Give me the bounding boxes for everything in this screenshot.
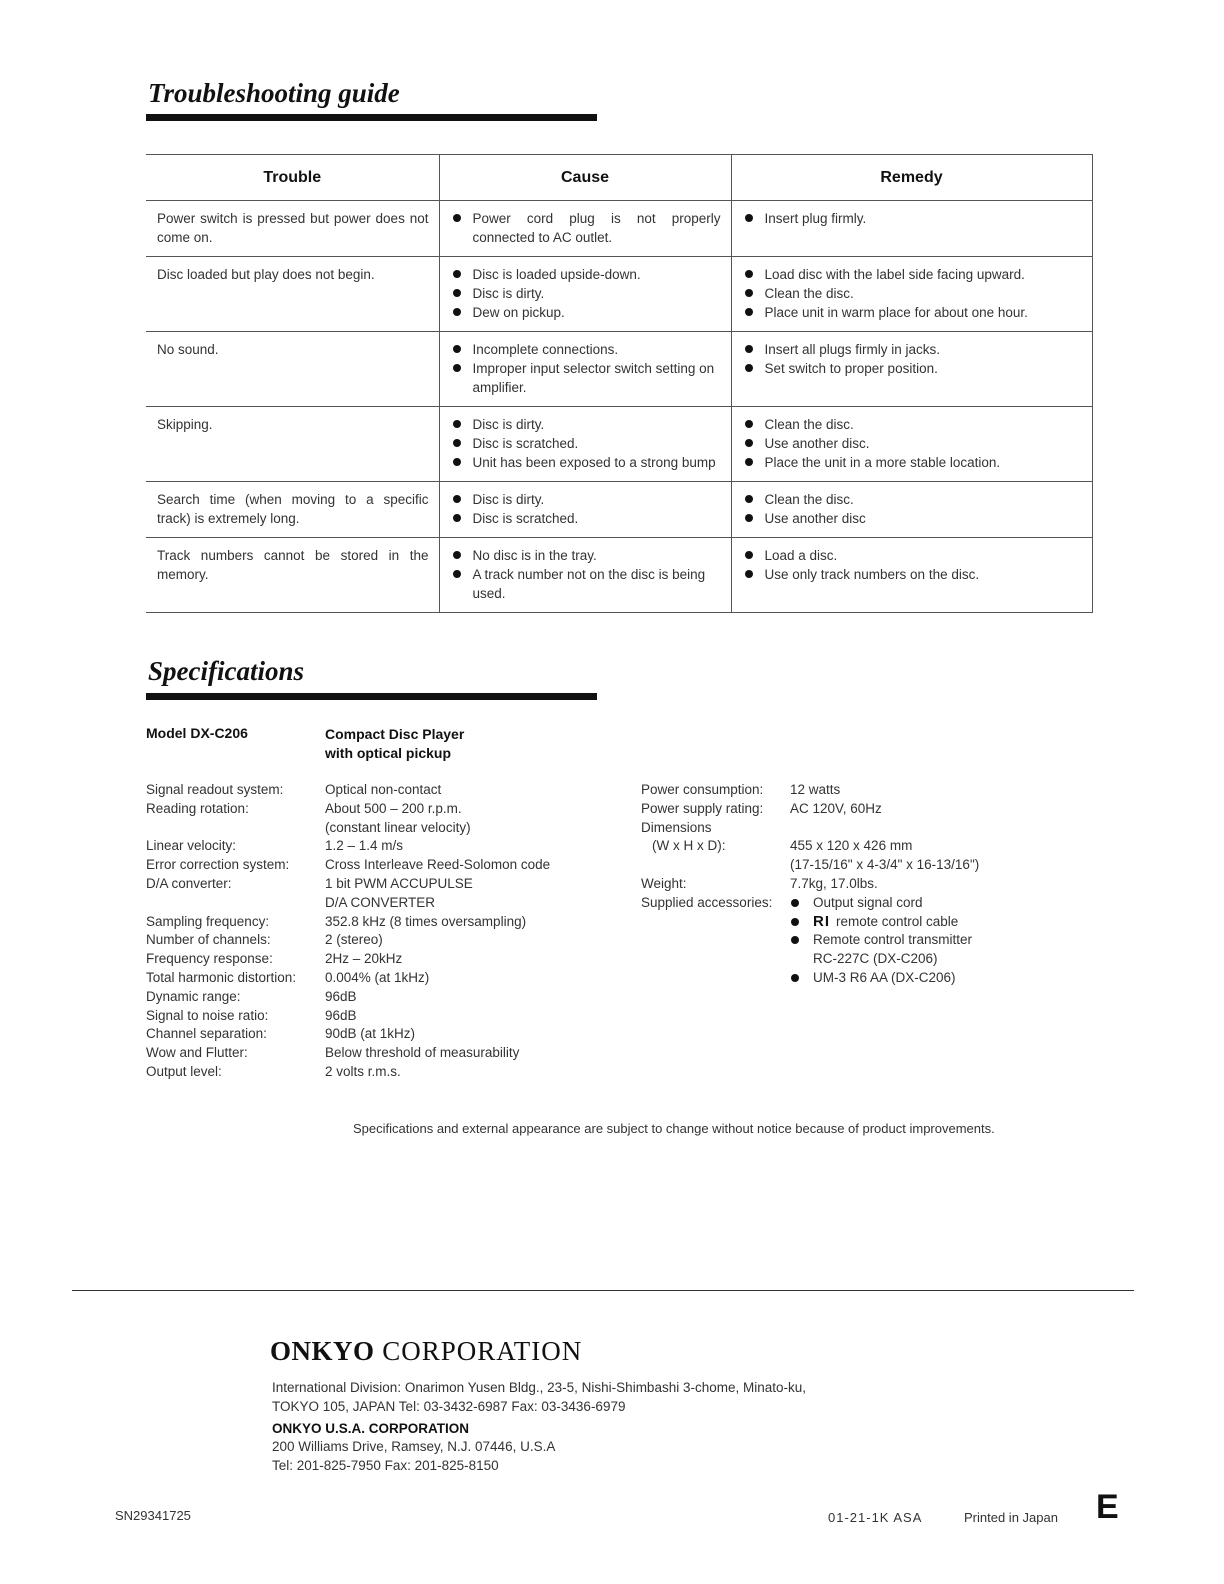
spec-label: Total harmonic distortion: (146, 969, 297, 985)
specifications-note: Specifications and external appearance are subject to change without notice because of product improvements. (353, 1121, 995, 1136)
remedy-item: Clean the disc. (743, 490, 1082, 509)
remedy-cell (731, 407, 1092, 482)
cause-cell (439, 332, 731, 407)
model-desc-line: with optical pickup (325, 745, 452, 761)
trouble-cell: Power switch is pressed but power does not come on. (146, 201, 439, 257)
spec-label: Supplied accessories: (641, 894, 773, 910)
table-row (146, 332, 1092, 407)
remedy-item: Use another disc (743, 509, 1082, 528)
address-line: Tel: 201-825-7950 Fax: 201-825-8150 (272, 1458, 499, 1474)
spec-value: Below threshold of measurability (325, 1045, 520, 1061)
spec-label: Output level: (146, 1063, 222, 1079)
spec-value-line: About 500 – 200 r.p.m. (325, 800, 462, 816)
remedy-cell (731, 201, 1092, 257)
troubleshooting-title: Troubleshooting guide (148, 78, 400, 108)
spec-value-line: (17-15/16" x 4-3/4" x 16-13/16") (790, 857, 980, 873)
accessory-text: remote control cable (836, 913, 959, 929)
spec-value: 352.8 kHz (8 times oversampling) (325, 913, 527, 929)
specifications-title: Specifications (148, 656, 304, 686)
spec-row (146, 875, 550, 913)
spec-label: Signal readout system: (146, 782, 284, 797)
spec-value: Cross Interleave Reed-Solomon code (325, 857, 551, 873)
header-trouble: Trouble (146, 155, 439, 201)
corporation-address (272, 1379, 806, 1476)
table-row (146, 407, 1092, 482)
spec-row (146, 913, 550, 932)
spec-row (146, 969, 550, 988)
accessory-text: RC-227C (DX-C206) (813, 951, 938, 967)
trouble-cell: Skipping. (146, 407, 439, 482)
document-code: SN29341725 (115, 1508, 191, 1523)
brand-logo: ONKYO (270, 1336, 375, 1366)
spec-value-line: (constant linear velocity) (325, 819, 471, 835)
corporation-suffix: CORPORATION (382, 1336, 583, 1366)
spec-label: Wow and Flutter: (146, 1045, 248, 1061)
model-description (325, 725, 525, 763)
model-desc-line: Compact Disc Player (325, 726, 465, 742)
trouble-cell: Disc loaded but play does not begin. (146, 257, 439, 332)
spec-row (146, 950, 550, 969)
spec-row (641, 819, 979, 838)
spec-value (790, 837, 979, 875)
cause-item: Disc is dirty. (451, 415, 721, 434)
spec-label: Reading rotation: (146, 800, 249, 816)
spec-row (146, 1044, 550, 1063)
spec-label: Weight: (641, 875, 687, 891)
table-row (146, 201, 1092, 257)
cause-item: Disc is scratched. (451, 509, 721, 528)
spec-label: Error correction system: (146, 857, 290, 873)
spec-label: (W x H x D): (652, 838, 726, 854)
remedy-item: Load a disc. (743, 546, 1082, 565)
spec-label: Signal to noise ratio: (146, 1007, 269, 1023)
spec-row (641, 781, 979, 800)
spec-value: 90dB (at 1kHz) (325, 1026, 416, 1042)
spec-row (146, 1007, 550, 1026)
spec-value-line: D/A CONVERTER (325, 894, 436, 910)
cause-item: Disc is dirty. (451, 284, 721, 303)
spec-value: 0.004% (at 1kHz) (325, 969, 430, 985)
remedy-cell (731, 332, 1092, 407)
spec-row (146, 1025, 550, 1044)
usa-corp-name: ONKYO U.S.A. CORPORATION (272, 1420, 470, 1436)
address-line: TOKYO 105, JAPAN Tel: 03-3432-6987 Fax: 03-3436-6979 (272, 1398, 626, 1414)
bullet-icon (791, 899, 799, 907)
remedy-item: Insert all plugs firmly in jacks. (743, 340, 1082, 359)
corporation-name (270, 1336, 582, 1367)
remedy-cell (731, 257, 1092, 332)
batch-code: 01-21-1K ASA (828, 1510, 923, 1525)
address-line: 200 Williams Drive, Ramsey, N.J. 07446, U.S.A (272, 1439, 556, 1455)
trouble-cell: No sound. (146, 332, 439, 407)
spec-label: D/A converter: (146, 875, 232, 891)
spec-value: 2 volts r.m.s. (325, 1063, 401, 1079)
spec-label: Sampling frequency: (146, 913, 270, 929)
spec-row (146, 800, 550, 838)
spec-label: Power supply rating: (641, 800, 764, 816)
remedy-item: Place the unit in a more stable location. (743, 453, 1082, 472)
spec-row (641, 875, 979, 894)
spec-value: 96dB (325, 988, 357, 1004)
spec-label: Frequency response: (146, 951, 273, 967)
spec-value: 1.2 – 1.4 m/s (325, 838, 404, 854)
remedy-item: Insert plug firmly. (743, 209, 1082, 228)
accessory-text: Remote control transmitter (813, 932, 973, 948)
spec-row (146, 856, 550, 875)
cause-cell (439, 201, 731, 257)
remedy-item: Clean the disc. (743, 284, 1082, 303)
bullet-icon (791, 918, 799, 926)
accessory-item (813, 913, 972, 932)
spec-label: Linear velocity: (146, 838, 237, 854)
remedy-item: Clean the disc. (743, 415, 1082, 434)
spec-value (325, 875, 473, 913)
cause-cell (439, 407, 731, 482)
remedy-item: Load disc with the label side facing upward. (743, 265, 1082, 284)
spec-row (641, 837, 979, 875)
table-row (146, 538, 1092, 613)
bullet-icon (791, 974, 799, 982)
header-cause: Cause (439, 155, 731, 201)
remedy-item: Use another disc. (743, 434, 1082, 453)
address-line: International Division: Onarimon Yusen Bldg., 23-5, Nishi-Shimbashi 3-chome, Minato-ku, (272, 1380, 807, 1395)
model-label: Model DX-C206 (146, 725, 248, 741)
cause-item: Improper input selector switch setting on amplifier. (451, 359, 721, 397)
spec-row (146, 837, 550, 856)
spec-label: Number of channels: (146, 932, 271, 948)
spec-label: Dynamic range: (146, 988, 241, 1004)
cause-item: Disc is dirty. (451, 490, 721, 509)
spec-value: 2Hz – 20kHz (325, 951, 403, 967)
accessory-text: Output signal cord (813, 894, 923, 910)
accessories-list (813, 894, 972, 988)
table-row (146, 257, 1092, 332)
cause-item: Disc is scratched. (451, 434, 721, 453)
accessory-item (813, 894, 972, 913)
remedy-cell (731, 538, 1092, 613)
spec-value-line: 455 x 120 x 426 mm (790, 838, 913, 854)
spec-list-right (641, 781, 979, 988)
spec-list-left (146, 781, 550, 1082)
trouble-cell: Track numbers cannot be stored in the memory. (146, 538, 439, 613)
spec-value-line: 1 bit PWM ACCUPULSE (325, 875, 473, 891)
cause-item: A track number not on the disc is being used. (451, 565, 721, 603)
remedy-item: Use only track numbers on the disc. (743, 565, 1082, 584)
language-mark: E (1096, 1488, 1119, 1526)
accessory-item (813, 969, 972, 988)
spec-value: AC 120V, 60Hz (790, 800, 882, 816)
accessory-text: UM-3 R6 AA (DX-C206) (813, 969, 956, 985)
spec-label: Channel separation: (146, 1026, 267, 1042)
title-underline-bar (146, 693, 597, 700)
accessory-item-continued (813, 950, 972, 969)
spec-label: Power consumption: (641, 782, 764, 797)
remedy-item: Set switch to proper position. (743, 359, 1082, 378)
spec-row (146, 931, 550, 950)
trouble-cell: Search time (when moving to a specific track) is extremely long. (146, 482, 439, 538)
title-underline-bar (146, 114, 597, 121)
spec-row (641, 800, 979, 819)
cause-item: Power cord plug is not properly connected to AC outlet. (451, 209, 721, 247)
spec-label: Dimensions (641, 819, 712, 835)
printed-in: Printed in Japan (964, 1510, 1058, 1525)
cause-cell (439, 257, 731, 332)
cause-item: Disc is loaded upside-down. (451, 265, 721, 284)
spec-value: 12 watts (790, 782, 841, 797)
cause-item: Unit has been exposed to a strong bump (451, 453, 721, 472)
spec-value (325, 800, 471, 838)
cause-cell (439, 538, 731, 613)
spec-row (146, 781, 550, 800)
footer-divider (72, 1290, 1134, 1291)
spec-value: 96dB (325, 1007, 357, 1023)
ri-logo-icon: RI (813, 912, 830, 930)
table-row (146, 482, 1092, 538)
accessory-item (813, 931, 972, 950)
cause-item: No disc is in the tray. (451, 546, 721, 565)
header-remedy: Remedy (731, 155, 1092, 201)
troubleshooting-table (146, 154, 1093, 613)
table-header-row (146, 155, 1092, 201)
spec-row (146, 988, 550, 1007)
spec-value: 7.7kg, 17.0lbs. (790, 875, 878, 891)
spec-row (146, 1063, 550, 1082)
spec-row (641, 894, 979, 988)
spec-value: 2 (stereo) (325, 932, 383, 948)
cause-item: Incomplete connections. (451, 340, 721, 359)
spec-value: Optical non-contact (325, 782, 442, 797)
cause-item: Dew on pickup. (451, 303, 721, 322)
cause-cell (439, 482, 731, 538)
remedy-item: Place unit in warm place for about one hour. (743, 303, 1082, 322)
remedy-cell (731, 482, 1092, 538)
